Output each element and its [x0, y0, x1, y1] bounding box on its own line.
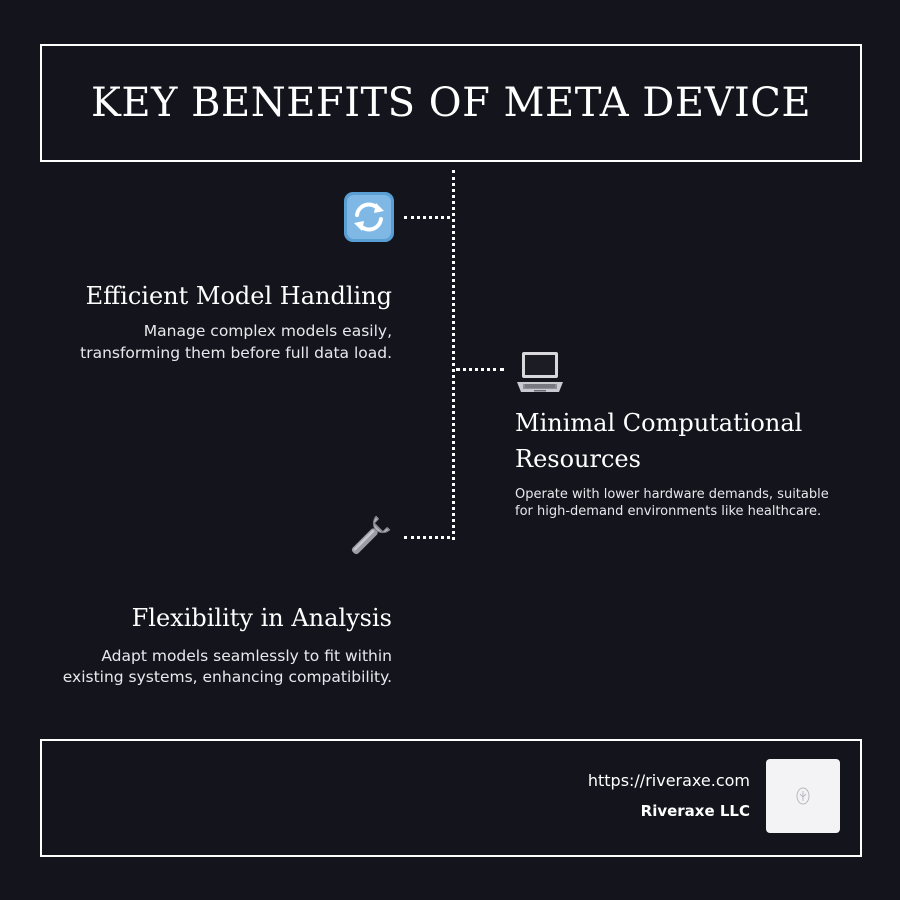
connector-1: [404, 216, 450, 219]
company-logo-icon: [766, 759, 840, 833]
item-description-3: [12, 646, 392, 688]
item-title-flexibility-in-analysis: Flexibility in Analysis: [131, 604, 392, 632]
wrench-icon: [343, 511, 395, 563]
item-title-minimal-computational-resources: [515, 405, 875, 477]
page-title: KEY BENEFITS OF META DEVICE: [90, 80, 812, 126]
item-title-2-line-1: Minimal Computational: [515, 409, 803, 437]
item-description-3-line-2: existing systems, enhancing compatibility.: [62, 668, 392, 686]
connector-3: [404, 536, 450, 539]
item-title-2-line-2: Resources: [515, 445, 641, 473]
connector-2: [456, 368, 504, 371]
footer-company-name: Riveraxe LLC: [640, 802, 750, 820]
laptop-icon: [514, 346, 566, 398]
footer-url-link[interactable]: https://riveraxe.com: [587, 771, 750, 790]
item-title-efficient-model-handling: Efficient Model Handling: [85, 282, 392, 310]
item-description-2-line-2: for high-demand environments like healthcare.: [515, 504, 822, 519]
item-description-1-line-2: transforming them before full data load.: [80, 344, 392, 362]
item-description-3-line-1: Adapt models seamlessly to fit within: [101, 647, 392, 665]
item-description-2-line-1: Operate with lower hardware demands, suitable: [515, 487, 829, 502]
footer-box: [40, 739, 862, 857]
item-description-2: [515, 486, 895, 520]
refresh-arrows-icon: [343, 191, 395, 243]
item-description-1: [12, 320, 392, 364]
item-description-1-line-1: Manage complex models easily,: [143, 322, 392, 340]
header-box: [40, 44, 862, 162]
timeline-line: [452, 170, 455, 540]
